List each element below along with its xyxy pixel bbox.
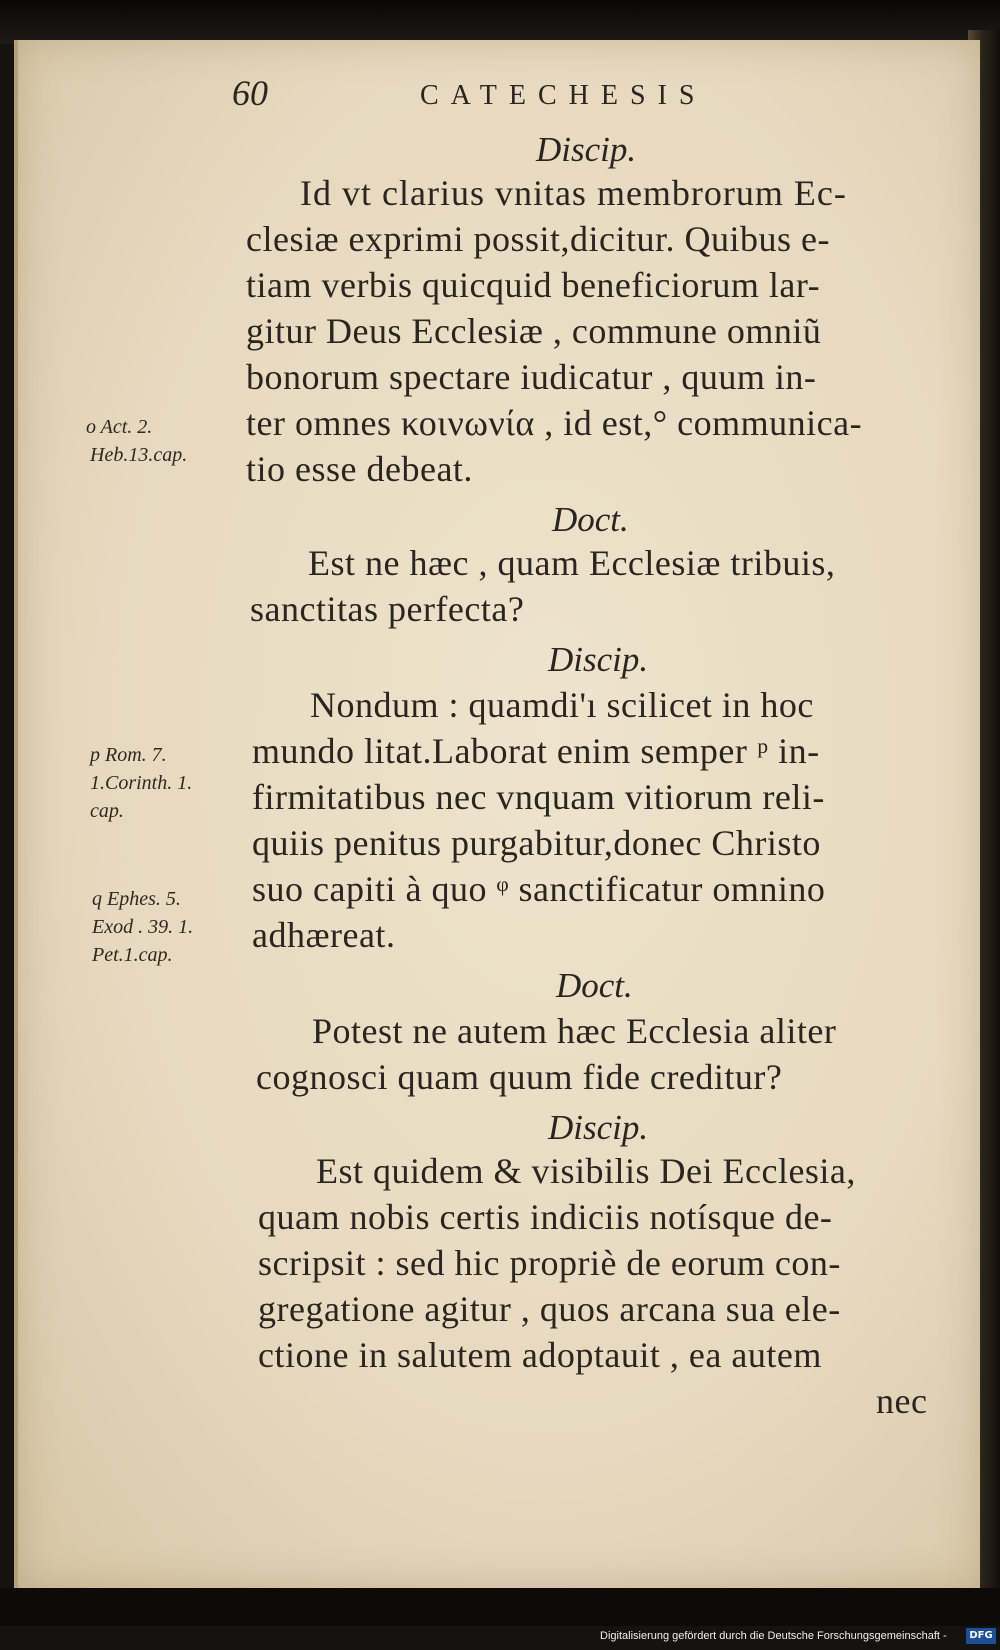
book-bottom-edge	[0, 1588, 1000, 1626]
text-line: tio esse debeat.	[246, 449, 473, 489]
speaker-label: Discip.	[548, 640, 649, 679]
dfg-logo: DFG	[966, 1628, 996, 1644]
text-line: ctione in salutem adoptauit , ea autem	[258, 1335, 822, 1375]
margin-note: q Ephes. 5.	[92, 888, 181, 910]
text-line: bonorum spectare iudicatur , quum in-	[246, 357, 817, 397]
text-line: Potest ne autem hæc Ecclesia aliter	[312, 1011, 837, 1051]
speaker-label: Doct.	[552, 500, 629, 539]
catchword: nec	[876, 1381, 928, 1421]
text-line: suo capiti à quo ᵠ sanctificatur omnino	[252, 869, 826, 909]
margin-note: p Rom. 7.	[90, 744, 167, 766]
text-line: Est ne hæc , quam Ecclesiæ tribuis,	[308, 543, 836, 583]
page-number: 60	[232, 73, 268, 113]
text-line: scripsit : sed hic propriè de eorum con-	[258, 1243, 841, 1283]
text-line: adhæreat.	[252, 915, 396, 955]
text-line: sanctitas perfecta?	[250, 589, 525, 629]
text-line: tiam verbis quicquid beneficiorum lar-	[246, 265, 821, 305]
text-line: mundo litat.Laborat enim semper ᵖ in-	[252, 731, 820, 771]
text-line: Nondum : quamdi'ı scilicet in hoc	[310, 685, 814, 725]
text-line: quiis penitus purgabitur,donec Christo	[252, 823, 821, 863]
speaker-label: Doct.	[556, 966, 633, 1005]
running-title: CATECHESIS	[420, 80, 707, 111]
margin-note: 1.Corinth. 1.	[90, 772, 193, 794]
text-line: quam nobis certis indiciis notísque de-	[258, 1197, 833, 1237]
margin-note: o Act. 2.	[86, 416, 153, 438]
text-line: clesiæ exprimi possit,dicitur. Quibus e-	[246, 219, 830, 259]
text-line: firmitatibus nec vnquam vitiorum reli-	[252, 777, 825, 817]
text-line: Id vt clarius vnitas membrorum Ec-	[300, 173, 847, 213]
digitization-credit: Digitalisierung gefördert durch die Deutsche Forschungsgemeinschaft -	[600, 1630, 947, 1642]
speaker-label: Discip.	[536, 130, 637, 169]
margin-note: cap.	[90, 800, 124, 822]
book-top-edge	[0, 0, 1000, 44]
margin-note: Pet.1.cap.	[92, 944, 173, 966]
speaker-label: Discip.	[548, 1108, 649, 1147]
text-line: gregatione agitur , quos arcana sua ele-	[258, 1289, 841, 1329]
text-line: gitur Deus Ecclesiæ , commune omniũ	[246, 311, 822, 351]
text-line: cognosci quam quum fide creditur?	[256, 1057, 783, 1097]
text-line: Est quidem & visibilis Dei Ecclesia,	[316, 1151, 856, 1191]
text-line: ter omnes κοινωνία , id est,° communica-	[246, 403, 863, 443]
margin-note: Exod . 39. 1.	[92, 916, 194, 938]
margin-note: Heb.13.cap.	[90, 444, 188, 466]
